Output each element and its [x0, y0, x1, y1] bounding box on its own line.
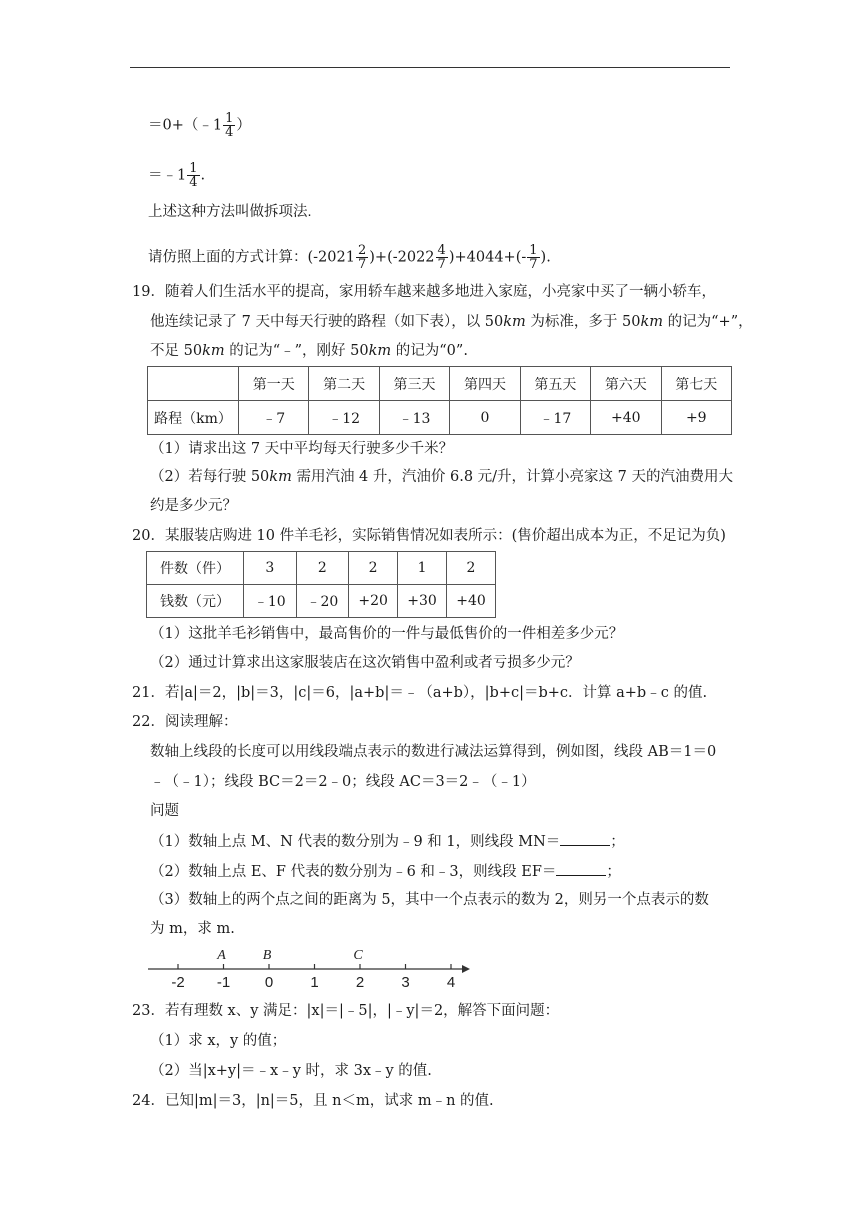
table-cell: ﹣10: [244, 585, 297, 618]
q22-sub-2: （2）数轴上点 E、F 代表的数分别为﹣6 和﹣3，则线段 EF＝ ；: [150, 861, 621, 882]
tick-label: 4: [446, 974, 456, 991]
answer-blank[interactable]: [560, 831, 610, 846]
number-line-arrow: [462, 965, 470, 973]
tick-label: 2: [355, 974, 365, 991]
q19-line-3: 不足 50km 的记为“﹣”，刚好 50km 的记为“0”.: [150, 343, 468, 359]
table-header: 第六天: [591, 367, 661, 401]
table-header: 第三天: [379, 367, 449, 401]
table-cell: +40: [591, 401, 661, 435]
table-cell: 0: [450, 401, 520, 435]
q22-para-1: 数轴上线段的长度可以用线段端点表示的数进行减法运算得到，例如图，线段 AB＝1＝0: [150, 744, 717, 760]
table-cell: +20: [349, 585, 398, 618]
q19-sub-1: （1）请求出这 7 天中平均每天行驶多少千米？: [150, 441, 454, 457]
table-cell: ﹣13: [379, 401, 449, 435]
table-cell: 1: [398, 552, 447, 585]
q20-sales-table: [146, 551, 496, 618]
table-header: 第一天: [239, 367, 309, 401]
q23-sub-1: （1）求 x，y 的值；: [150, 1033, 287, 1049]
header-rule: [130, 67, 730, 68]
method-note: 上述这种方法叫做拆项法.: [148, 204, 312, 220]
point-label-a: A: [217, 948, 226, 963]
table-cell: ﹣12: [309, 401, 379, 435]
table-cell: ﹣17: [520, 401, 590, 435]
fraction: $\frac{1}{4}$: [225, 111, 234, 140]
q19-distance-table: [147, 366, 732, 435]
q23-line-1: 23．若有理数 x、y 满足：|x|＝|﹣5|，|﹣y|＝2，解答下面问题：: [132, 1003, 560, 1019]
exercise-prompt: 请仿照上面的方式计算：(-2021 $\frac{2}{7}$ )+(-2022 $\frac{4}{7}$ )+4044+(- $\frac{1}{7}$ ).: [148, 243, 551, 272]
point-label-c: C: [353, 948, 363, 963]
tick-label: -1: [216, 974, 231, 991]
q24-text: 24．已知|m|＝3，|n|＝5，且 n＜m，试求 m﹣n 的值.: [132, 1093, 494, 1109]
q22-sub-3-cont: 为 m，求 m.: [150, 921, 235, 937]
table-cell: 3: [244, 552, 297, 585]
q23-sub-2: （2）当|x+y|＝﹣x﹣y 时，求 3x﹣y 的值.: [150, 1063, 432, 1079]
table-row-label: 件数（件）: [147, 552, 244, 585]
table-cell: ﹣7: [239, 401, 309, 435]
calc-line-1: ＝0+（﹣1 $\frac{1}{4}$ ）: [148, 111, 251, 140]
table-cell: 2: [296, 552, 349, 585]
fraction: $\frac{1}{4}$: [189, 161, 198, 190]
tick-label: 1: [310, 974, 319, 991]
number-line: [140, 945, 480, 995]
table-cell: +30: [398, 585, 447, 618]
q20-sub-1: （1）这批羊毛衫销售中，最高售价的一件与最低售价的一件相差多少元？: [150, 626, 624, 642]
q20-line-1: 20．某服装店购进 10 件羊毛衫，实际销售情况如表所示：(售价超出成本为正，不足记为负): [132, 528, 726, 544]
tick-label: 3: [401, 974, 410, 991]
table-cell: 2: [447, 552, 496, 585]
table-cell: [148, 367, 239, 401]
table-header: 第五天: [520, 367, 590, 401]
q19-line-1: 19．随着人们生活水平的提高，家用轿车越来越多地进入家庭，小亮家中买了一辆小轿车，: [132, 284, 716, 300]
q21-text: 21．若|a|＝2，|b|＝3，|c|＝6，|a+b|＝﹣（a+b），|b+c|＝b+c．计算 a+b﹣c 的值.: [132, 685, 708, 701]
table-cell: +9: [661, 401, 731, 435]
table-row-label: 路程（km）: [148, 401, 239, 435]
tick-label: -2: [171, 974, 185, 991]
table-row-label: 钱数（元）: [147, 585, 244, 618]
table-cell: +40: [447, 585, 496, 618]
table-header: 第四天: [450, 367, 520, 401]
table-cell: ﹣20: [296, 585, 349, 618]
q19-sub-2-cont: 约是多少元？: [150, 498, 237, 514]
q22-sub-1: （1）数轴上点 M、N 代表的数分别为﹣9 和 1，则线段 MN＝ ；: [150, 831, 625, 852]
table-header: 第二天: [309, 367, 379, 401]
q22-para-2: ﹣（﹣1）；线段 BC＝2＝2﹣0；线段 AC＝3＝2﹣（﹣1）: [150, 774, 536, 790]
q20-sub-2: （2）通过计算求出这家服装店在这次销售中盈利或者亏损多少元？: [150, 655, 580, 671]
tick-label: 0: [264, 974, 274, 991]
q22-sub-3: （3）数轴上的两个点之间的距离为 5，其中一个点表示的数为 2，则另一个点表示的数: [150, 892, 709, 908]
q19-sub-2: （2）若每行驶 50km 需用汽油 4 升，汽油价 6.8 元/升，计算小亮家这 7 天的汽油费用大: [150, 469, 734, 485]
q22-label: 问题: [150, 803, 179, 819]
point-label-b: B: [262, 948, 272, 963]
table-header: 第七天: [661, 367, 731, 401]
calc-line-2: ＝﹣1 $\frac{1}{4}$ .: [148, 161, 206, 190]
answer-blank[interactable]: [556, 861, 606, 876]
table-cell: 2: [349, 552, 398, 585]
q19-line-2: 他连续记录了 7 天中每天行驶的路程（如下表），以 50km 为标准，多于 50km 的记为“+”，: [150, 314, 753, 330]
q22-title: 22．阅读理解：: [132, 714, 238, 730]
